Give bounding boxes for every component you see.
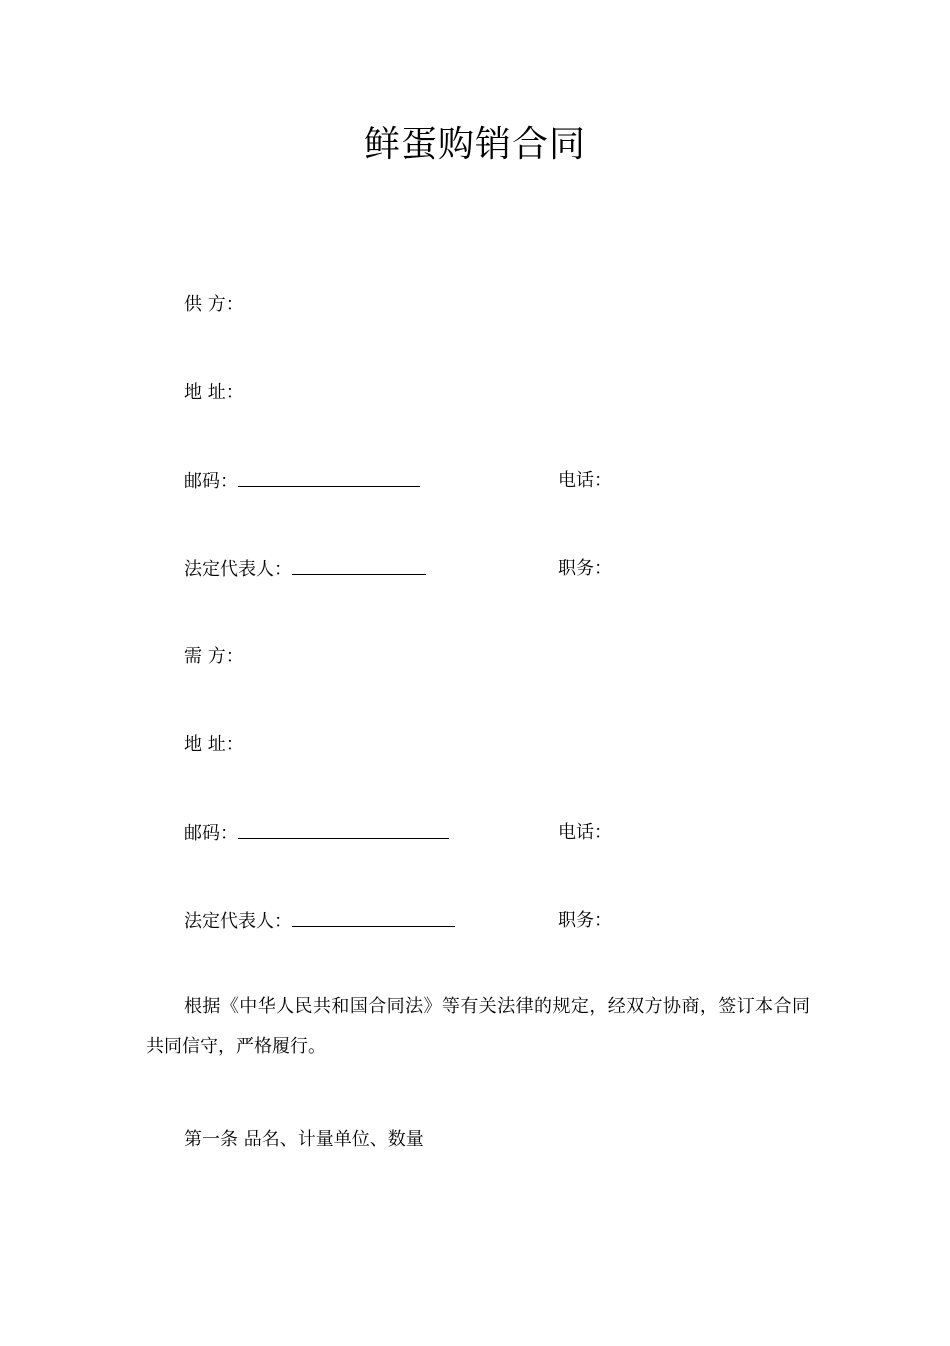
supplier-postcode-row [184,468,420,495]
buyer-postcode-label: 邮码： [184,823,238,844]
buyer-rep-label: 法定代表人： [184,911,292,932]
buyer-postcode-row [184,820,449,847]
article-1-heading: 第一条 品名、计量单位、数量 [184,1129,424,1150]
buyer-party-label: 需 方： [184,646,244,667]
buyer-rep-blank[interactable] [292,908,455,927]
buyer-address-label: 地 址： [184,734,244,755]
supplier-address-label: 地 址： [184,382,244,403]
supplier-phone-label: 电话： [558,470,612,491]
supplier-rep-row [184,556,426,583]
buyer-postcode-blank[interactable] [238,820,449,839]
supplier-postcode-blank[interactable] [238,468,420,487]
preamble-paragraph: 根据《中华人民共和国合同法》等有关法律的规定，经双方协商，签订本合同共同信守，严格履行。 [146,996,810,1057]
buyer-rep-row [184,908,455,935]
document-title: 鲜蛋购销合同 [363,124,586,165]
buyer-position-label: 职务： [558,910,612,931]
supplier-position-label: 职务： [558,558,612,579]
supplier-rep-label: 法定代表人： [184,559,292,580]
supplier-postcode-label: 邮码： [184,471,238,492]
supplier-party-label: 供 方： [184,294,244,315]
buyer-phone-label: 电话： [558,822,612,843]
supplier-rep-blank[interactable] [292,556,426,575]
